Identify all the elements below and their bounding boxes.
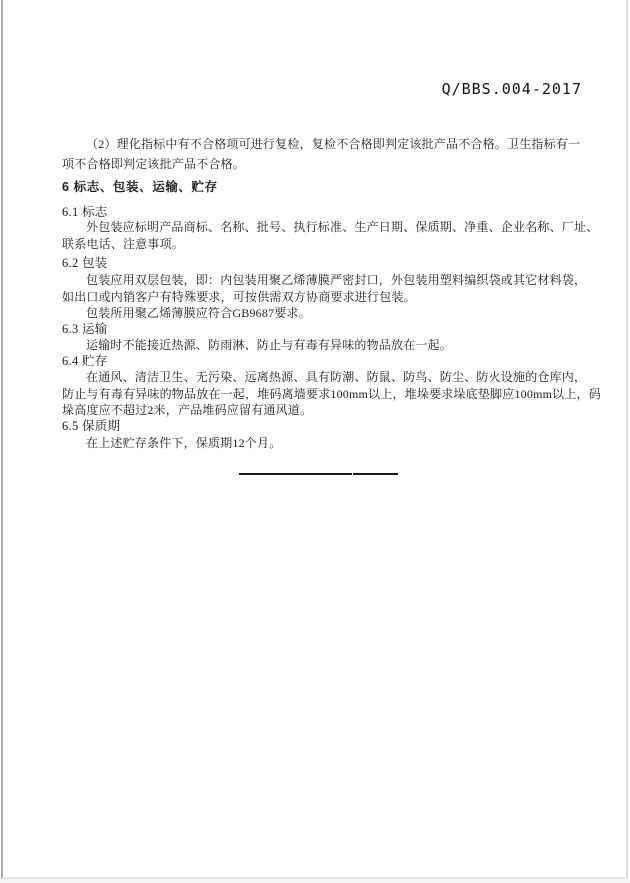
end-of-document-line [353,473,398,475]
paragraph [62,369,612,419]
paragraph [62,219,612,252]
paragraph [62,337,612,354]
text-line: 在上述贮存条件下，保质期12个月。 [86,436,282,450]
text-line: 防止与有毒有异味的物品放在一起，堆码离墙要求100mm以上，堆垛要求垛底垫脚应100mm以上，码 [62,386,601,401]
clause-heading: 6.2 包装 [62,256,108,270]
text-line: 运输时不能接近热源、防雨淋、防止与有毒有异味的物品放在一起。 [86,338,453,352]
text-line: 项不合格即判定该批产品不合格。 [62,157,246,171]
end-of-document-line [239,473,352,475]
text-line: 外包装应标明产品商标、名称、批号、执行标准、生产日期、保质期、净重、企业名称、厂址、 [86,220,599,234]
page-bottom-shadow [0,879,630,883]
text-line: 联系电话、注意事项。 [62,236,185,251]
clause-heading: 6.4 贮存 [62,354,108,368]
page-right-edge [626,0,628,879]
paragraph [62,134,612,174]
paragraph [62,435,612,452]
clause-heading: 6.5 保质期 [62,419,121,433]
chapter-heading: 6 标志、包装、运输、贮存 [62,180,218,194]
text-line: 垛高度应不超过2米，产品堆码应留有通风道。 [62,403,313,417]
text-line: （2）理化指标中有不合格项可进行复检，复检不合格即判定该批产品不合格。卫生指标有一 [86,137,581,151]
page-left-edge [1,0,3,879]
text-line: 包装所用聚乙烯薄膜应符合GB9687要求。 [86,306,311,320]
paragraph [62,272,612,305]
text-line: 如出口或内销客户有特殊要求，可按供需双方协商要求进行包装。 [62,289,416,304]
clause-heading: 6.1 标志 [62,205,108,219]
clause-heading: 6.3 运输 [62,322,108,336]
paragraph [62,305,612,322]
text-line: 在通风、清洁卫生、无污染、远离热源、具有防潮、防鼠、防鸟、防尘、防火设施的仓库内， [86,370,587,384]
standard-code: Q/BBS.004-2017 [441,80,582,98]
text-line: 包装应用双层包装，即：内包装用聚乙烯薄膜严密封口，外包装用塑料编织袋或其它材料袋， [86,273,587,287]
